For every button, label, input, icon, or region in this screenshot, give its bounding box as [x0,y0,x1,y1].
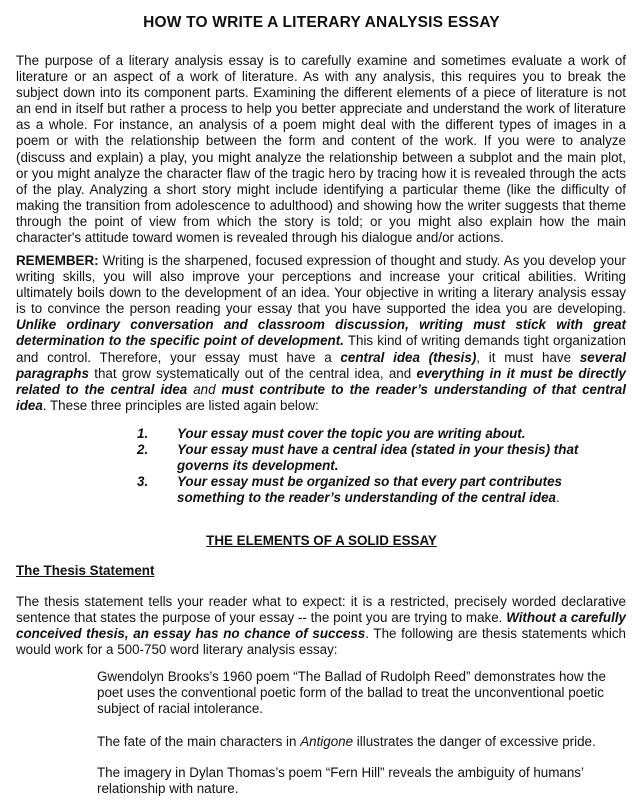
remember-emphasis-2: central idea (thesis) [340,349,477,365]
principle-text: Your essay must have a central idea (stated in your thesis) that governs its development. [177,442,579,474]
list-item [137,426,607,442]
example-2-title: Antigone [300,734,354,749]
subsection-heading: The Thesis Statement [16,563,155,578]
list-item [137,442,607,474]
remember-text-6: . These three principles are listed again below: [42,397,319,413]
remember-emphasis-1: Unlike ordinary conversation and classroom discussion, writing must stick with great determination to the specific point of development. [16,317,626,349]
remember-emphasis-5: must contribute to the reader’s understanding of that central idea [16,381,626,413]
remember-text-3: , it must have [476,349,580,365]
thesis-text-1: The thesis statement tells your reader what to expect: it is a restricted, precisely worded declarative sentence that states the purpose of your essay -- the point you are trying to make. [16,594,626,626]
list-item-number: 3. [137,474,149,490]
document-title: HOW TO WRITE A LITERARY ANALYSIS ESSAY [143,14,500,31]
thesis-text-2: . The following are thesis statements which would work for a 500-750 word literary analysis essay: [16,626,627,658]
thesis-example-3: The imagery in Dylan Thomas’s poem “Fern Hill” reveals the ambiguity of humans’ relationship with nature. [97,765,584,797]
list-item-text [177,426,525,442]
list-item [137,474,607,506]
thesis-example-2 [97,734,617,750]
thesis-paragraph [16,594,626,658]
remember-paragraph [16,253,626,414]
list-item-text [177,442,607,474]
example-2-text-b: illustrates the danger of excessive pride. [353,734,596,749]
principles-list [137,426,607,506]
principle-text: Your essay must cover the topic you are writing about. [177,426,526,441]
remember-text-2: This kind of writing demands tight organization and control. Therefore, your essay must have a [16,333,626,365]
list-item-text [177,474,607,506]
intro-paragraph: The purpose of a literary analysis essay is to carefully examine and sometimes evaluate a work of literature or an aspect of a work of literature. As with any analysis, this requires you to break the subject down into its component parts. Examining the different elements of a piece of literature is not an end in itself but rather a process to help you better appreciate and understand the work of literature as a whole. For instance, an analysis of a poem might deal with the different types of images in a poem or with the relationship between the form and content of the work. If you were to analyze (discuss and explain) a play, you might analyze the relationship between a subplot and the main plot, or you might analyze the character flaw of the tragic hero by tracing how it is revealed through the acts of the play. Analyzing a short story might include identifying a particular theme (like the difficulty of making the transition from adolescence to adulthood) and showing how the writer suggests that theme through the point of view from which the story is told; or you might also explain how the main character's attitude toward women is revealed through his dialogue and/or actions. [16,53,626,246]
principle-text: Your essay must be organized so that every part contributes something to the reader’s understanding of the central idea [177,474,562,506]
example-2-text-a: The fate of the main characters in [97,734,301,749]
list-item-number: 2. [137,442,149,458]
remember-text-4: that grow systematically out of the central idea, and [88,365,417,381]
section-heading: THE ELEMENTS OF A SOLID ESSAY [206,533,437,548]
list-item-number: 1. [137,426,149,441]
remember-text-5: and [187,381,222,397]
thesis-example-1: Gwendolyn Brooks’s 1960 poem “The Ballad of Rudolph Reed” demonstrates how the poet uses the conventional poetic form of the ballad to treat the unconventional poetic subject of racial intolerance. [97,669,606,717]
remember-emphasis-3: several paragraphs [16,349,626,381]
thesis-emphasis: Without a carefully conceived thesis, an essay has no chance of success [16,610,626,642]
principle-end: . [555,490,560,506]
remember-text-1: Writing is the sharpened, focused expression of thought and study. As you develop your writing skills, you will also improve your perceptions and increase your critical abilities. Writing ultimately boils down to the development of an idea. Your objective in writing a literary analysis essay is to convince the person reading your essay that you have supported the idea you are developing. [16,253,626,317]
remember-label: REMEMBER: [16,253,99,268]
remember-emphasis-4: everything in it must be directly related to the central idea [16,365,626,397]
